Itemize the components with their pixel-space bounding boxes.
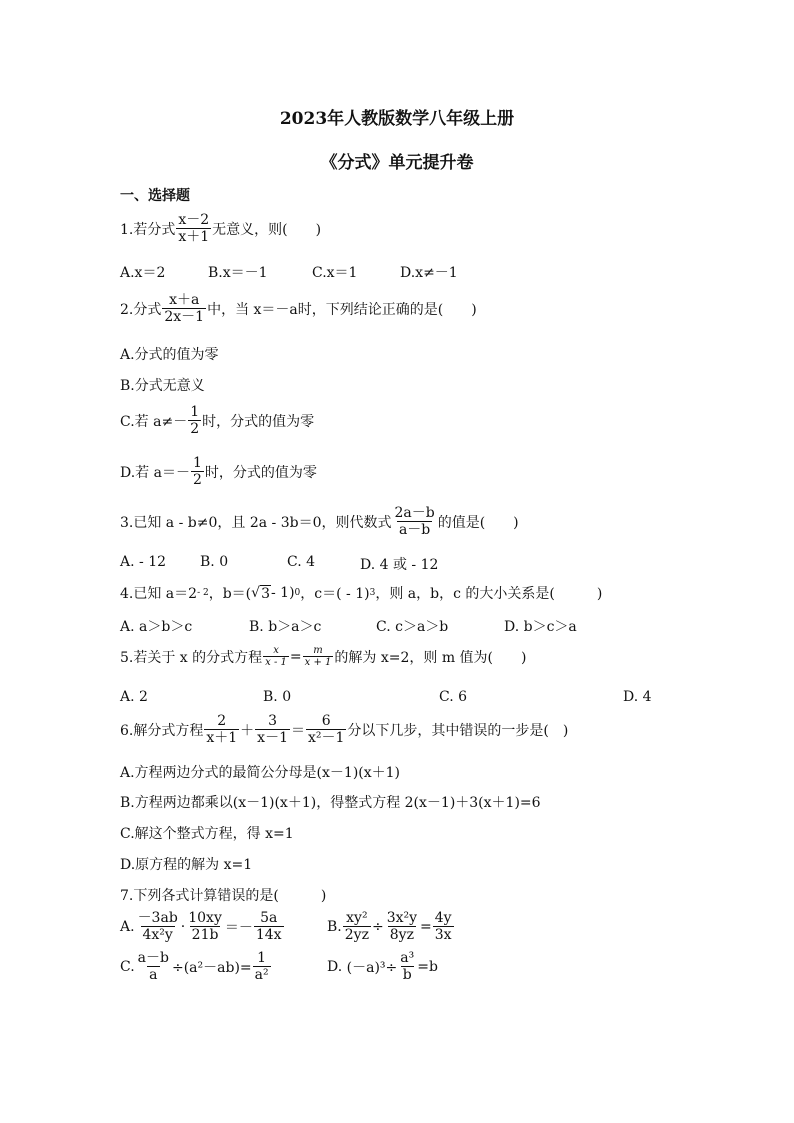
q1-option-d: D.x≠－1 [400, 265, 458, 281]
section-heading: 一、选择题 [120, 188, 190, 204]
q1-fraction: $\frac{x-2}{x+1}$ [178, 212, 210, 245]
question-6-stem: 6.解分式方程 $\frac{2}{x+1}$ ＋ $\frac{3}{x-1}$ ＝ $\frac{6}{\text{x²－1}}$ 分以下几步，其中错误的一步是( ) [120, 713, 569, 746]
question-1-stem: 1.若分式 $\frac{x-2}{x+1}$ 无意义，则( ) [120, 212, 322, 245]
question-5-stem: 5.若关于 x 的分式方程 $\frac{x}{x - 1}$ = $\frac{m}{x + 1}$ 的解为 x=2，则 m 值为( ) [120, 645, 527, 668]
q4-option-b: B. b＞a＞c [249, 619, 322, 635]
q5-option-c: C. 6 [439, 689, 468, 705]
q3-option-d: D. 4 或 - 12 [360, 557, 439, 573]
q5-option-a: A. 2 [120, 689, 148, 705]
q3-fraction: $\frac{2a-b}{a-b}$ [394, 505, 435, 538]
q6-option-c: C.解这个整式方程，得 x=1 [120, 826, 294, 842]
q1-option-c: C.x＝1 [312, 265, 358, 281]
q3-option-c: C. 4 [287, 554, 316, 570]
q6-option-d: D.原方程的解为 x=1 [120, 857, 253, 873]
q7-option-d: D. (－a)³÷ $\frac{\text{a³}}{b}$ =b [327, 950, 438, 983]
question-7-stem: 7.下列各式计算错误的是( ) [120, 888, 327, 904]
question-3-stem: 3.已知 a - b≠0，且 2a - 3b＝0，则代数式 $\frac{2a-b}{a-b}$ 的值是( ) [120, 505, 519, 538]
q2-fraction: $\frac{x+a}{2x-1}$ [164, 292, 205, 325]
q2-option-b: B.分式无意义 [120, 378, 205, 394]
q3-option-b: B. 0 [200, 554, 229, 570]
document-title: 2023年人教版数学八年级上册 [279, 109, 515, 129]
q1-option-a: A.x＝2 [120, 265, 166, 281]
q4-option-c: C. c＞a＞b [376, 619, 449, 635]
q6-option-b: B.方程两边都乘以(x－1)(x＋1)，得整式方程 2(x－1)＋3(x＋1)=6 [120, 795, 541, 811]
q4-option-d: D. b＞c＞a [504, 619, 577, 635]
q2-option-a: A.分式的值为零 [120, 347, 219, 363]
q6-option-a: A.方程两边分式的最简公分母是(x－1)(x＋1) [120, 765, 401, 781]
q5-option-b: B. 0 [263, 689, 292, 705]
q5-option-d: D. 4 [623, 689, 652, 705]
question-2-stem: 2.分式 $\frac{x+a}{2x-1}$ 中，当 x＝－a时，下列结论正确的是( ) [120, 292, 477, 325]
q1-option-b: B.x＝－1 [208, 265, 268, 281]
q4-option-a: A. a＞b＞c [120, 619, 193, 635]
q2-option-d: D.若 a＝－ $\frac{1}{2}$ 时，分式的值为零 [120, 455, 317, 488]
q3-option-a: A. - 12 [120, 554, 167, 570]
q7-option-c: C. $\frac{a-b}{a}$ ÷(a²－ab)= $\frac{1}{\text{a²}}$ [120, 950, 269, 983]
q7-option-b: B. $\frac{\text{xy²}}{2yz}$ ÷ $\frac{\text{3x²y}}{8yz}$ = $\frac{4y}{3x}$ [327, 910, 452, 943]
q7-option-a: A. $\frac{-3ab}{\text{4x²y}}$ · $\frac{10xy}{21b}$ ＝－ $\frac{5a}{14x}$ [120, 910, 282, 943]
question-4-stem: 4.已知 a＝2 - 2 ，b＝( √ 3 - 1) 0 ，c＝( - 1) 3 ，则 a，b，c 的大小关系是( ) [120, 585, 603, 602]
document-subtitle: 《分式》单元提升卷 [320, 153, 474, 173]
q2-option-c: C.若 a≠－ $\frac{1}{2}$ 时，分式的值为零 [120, 404, 315, 437]
